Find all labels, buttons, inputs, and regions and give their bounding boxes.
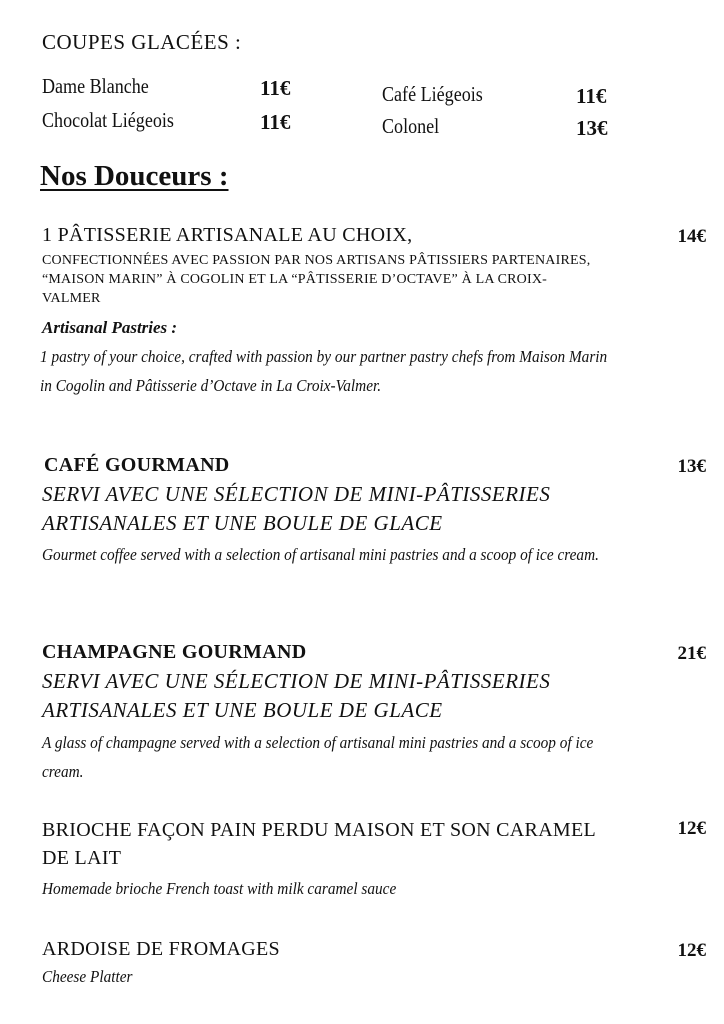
menu-item-description-fr: CONFECTIONNÉES AVEC PASSION PAR NOS ARTISANS PÂTISSIERS PARTENAIRES, “MAISON MARIN” À COGOLIN ET LA “PÂTISSERIE D’OCTAVE” À LA CROIX-VALMER [42, 253, 591, 306]
coupe-item-price: 11€ [260, 76, 291, 100]
menu-item-title: CHAMPAGNE GOURMAND [42, 641, 307, 663]
menu-item-description-fr: SERVI AVEC UNE SÉLECTION DE MINI-PÂTISSERIES ARTISANALES ET UNE BOULE DE GLACE [42, 669, 551, 722]
coupe-item-name: Chocolat Liégeois [42, 108, 174, 132]
menu-item-price: 12€ [677, 940, 706, 961]
menu-item-description-en: 1 pastry of your choice, crafted with passion by our partner pastry chefs from Maison Marin in Cogolin and Pâtisserie d’Octave in La Croix-Valmer. [40, 347, 608, 395]
menu-item-price: 12€ [677, 818, 706, 839]
menu-item-description-en: Cheese Platter [42, 967, 133, 986]
coupe-item-price: 11€ [576, 84, 607, 108]
menu-item-description-en: A glass of champagne served with a selection of artisanal mini pastries and a scoop of ice cream. [42, 733, 594, 781]
menu-item-title: BRIOCHE FAÇON PAIN PERDU MAISON ET SON CARAMEL DE LAIT [42, 819, 596, 869]
menu-item-description-fr: SERVI AVEC UNE SÉLECTION DE MINI-PÂTISSERIES ARTISANALES ET UNE BOULE DE GLACE [42, 482, 551, 535]
menu-item-title: CAFÉ GOURMAND [44, 454, 230, 476]
menu-item-description-en: Gourmet coffee served with a selection of artisanal mini pastries and a scoop of ice cream. [42, 545, 599, 564]
menu-item-price: 21€ [677, 643, 706, 664]
menu-item-price: 13€ [677, 456, 706, 477]
coupe-item-price: 13€ [576, 116, 608, 140]
menu-item-description-en: Homemade brioche French toast with milk caramel sauce [42, 879, 397, 898]
coupe-item-name: Café Liégeois [382, 82, 483, 106]
coupe-item-name: Dame Blanche [42, 74, 149, 98]
menu-item-title: ARDOISE DE FROMAGES [42, 938, 280, 960]
section-title-coupes: COUPES GLACÉES : [42, 30, 242, 54]
menu-item-heading-en: Artisanal Pastries : [42, 318, 178, 337]
section-title-douceurs: Nos Douceurs : [40, 160, 229, 192]
menu-item-title: 1 PÂTISSERIE ARTISANALE AU CHOIX, [42, 224, 413, 246]
coupe-item-name: Colonel [382, 114, 440, 138]
menu-item-price: 14€ [677, 226, 706, 247]
coupe-item-price: 11€ [260, 110, 291, 134]
